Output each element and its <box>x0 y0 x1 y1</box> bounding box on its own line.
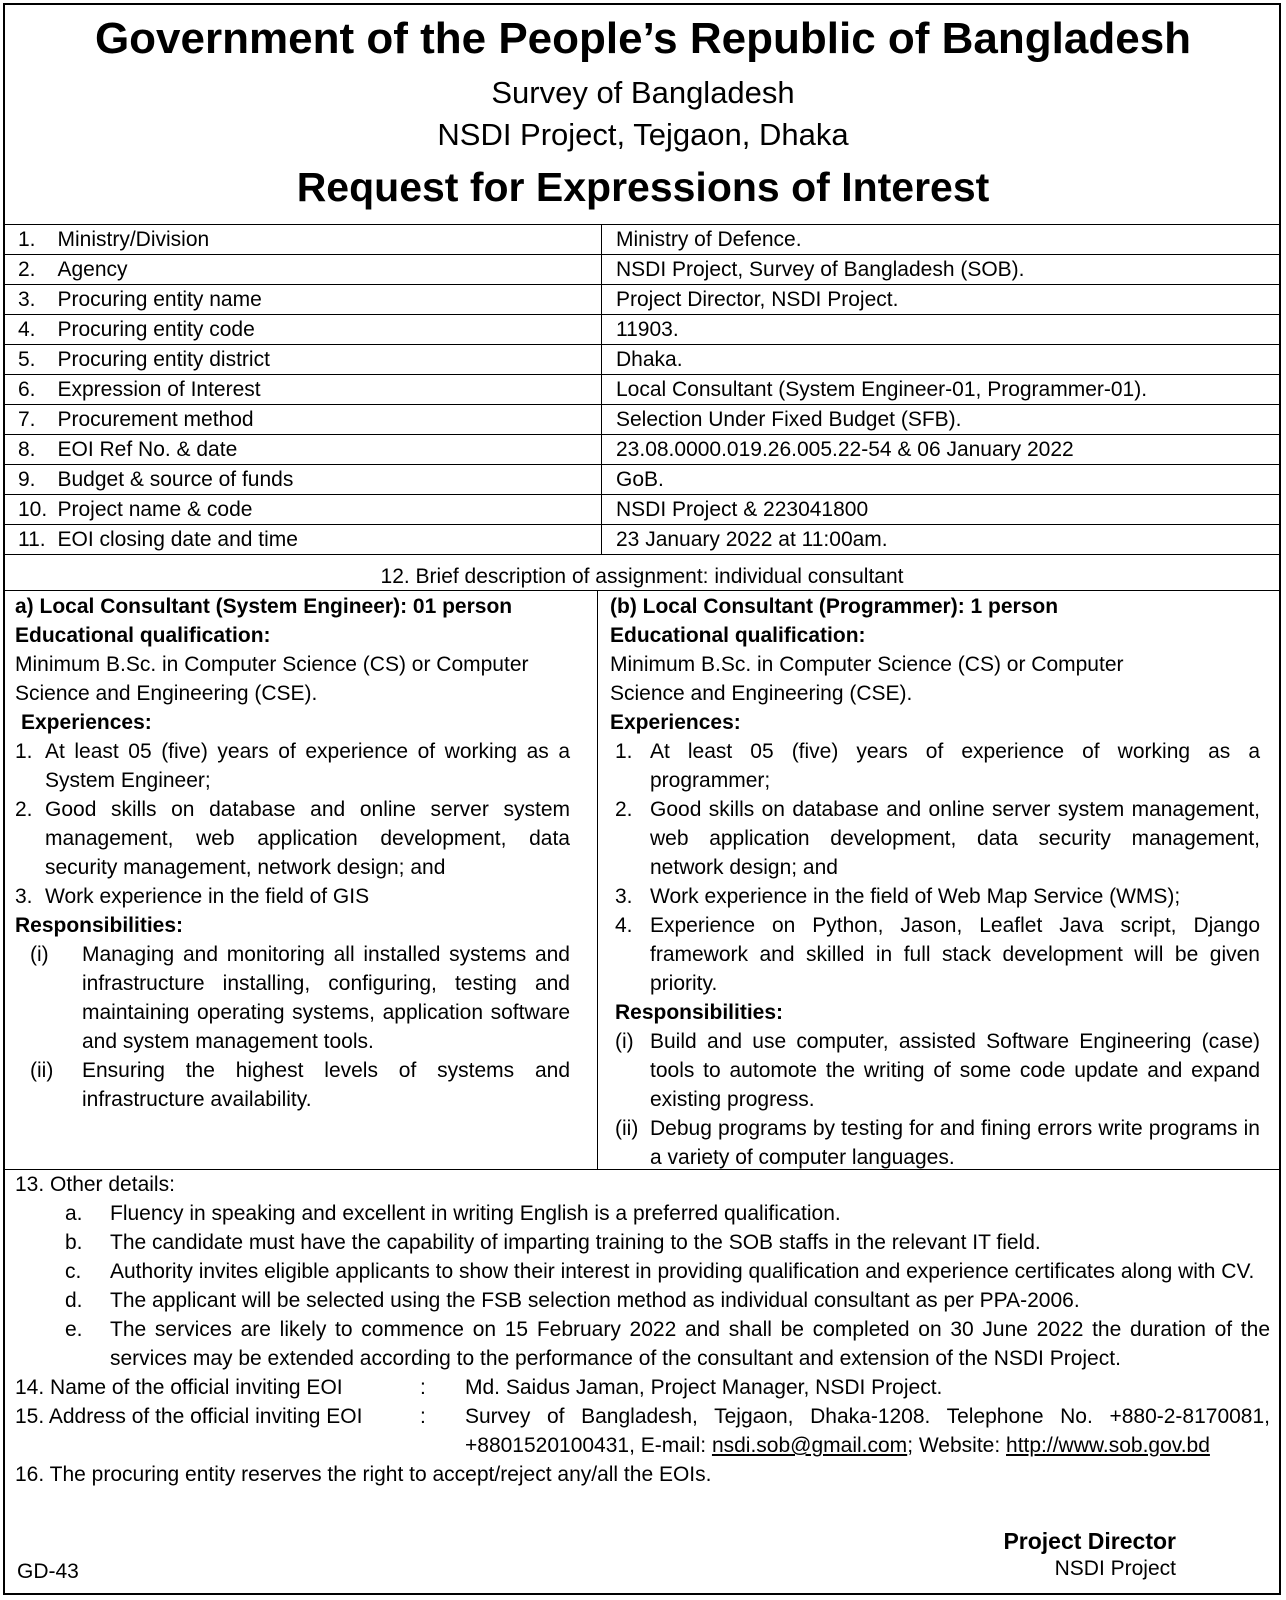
info-row-number: 6. <box>4 375 54 405</box>
list-item-number: 3. <box>615 885 633 908</box>
info-row-value: GoB. <box>602 465 1281 495</box>
other-detail-letter: d. <box>65 1289 83 1312</box>
address-text: Survey of Bangladesh, Tejgaon, Dhaka-1208. Telephone No. +880-2-8170081, +8801520100431, E-mail: <box>465 1405 1270 1457</box>
info-row-number: 1. <box>4 225 54 255</box>
info-row-label: Procurement method <box>54 405 602 435</box>
website-link[interactable]: http://www.sob.gov.bd <box>1006 1434 1210 1457</box>
government-title: Government of the People’s Republic of Bangladesh <box>94 14 1192 63</box>
other-detail-letter: c. <box>65 1260 82 1283</box>
list-item <box>610 882 1260 911</box>
info-row-label: Agency <box>54 255 602 285</box>
other-detail-text: The services are likely to commence on 15 February 2022 and shall be completed on 30 June 2022 the duration of the services may be extended according to the performance of the consultant and extension of the NSDI Project. <box>110 1318 1270 1370</box>
list-item-number: (ii) <box>615 1117 639 1140</box>
edu-label: Educational qualification: <box>610 624 866 647</box>
list-item <box>610 795 1260 882</box>
list-item <box>610 737 1260 795</box>
edu-label: Educational qualification: <box>15 624 271 647</box>
info-row <box>4 495 1281 525</box>
info-row-number: 3. <box>4 285 54 315</box>
system-engineer-column <box>15 592 570 1114</box>
info-row <box>4 435 1281 465</box>
other-detail-text: The candidate must have the capability of imparting training to the SOB staffs in the relevant IT field. <box>110 1231 1041 1254</box>
other-details-list <box>15 1199 1270 1373</box>
list-item-text: At least 05 (five) years of experience of working as a System Engineer; <box>45 740 570 792</box>
info-row-value: Project Director, NSDI Project. <box>602 285 1281 315</box>
info-row-label: Procuring entity district <box>54 345 602 375</box>
other-detail-text: Authority invites eligible applicants to show their interest in providing qualification and experience certificates along with CV. <box>110 1260 1255 1283</box>
other-detail-item <box>15 1286 1270 1315</box>
list-item-text: Managing and monitoring all installed systems and infrastructure installing, configuring, testing and maintaining operating systems, application software and system management tools. <box>82 943 570 1053</box>
info-row-label: Expression of Interest <box>54 375 602 405</box>
info-row-label: Procuring entity name <box>54 285 602 315</box>
list-item-text: Work experience in the field of Web Map Service (WMS); <box>650 885 1181 908</box>
other-details <box>15 1170 1270 1489</box>
list-item-text: Work experience in the field of GIS <box>45 885 370 908</box>
list-item <box>15 795 570 882</box>
list-item-number: 4. <box>615 914 633 937</box>
other-detail-item <box>15 1228 1270 1257</box>
info-row-label: Budget & source of funds <box>54 465 602 495</box>
other-detail-text: Fluency in speaking and excellent in writing English is a preferred qualification. <box>110 1202 841 1225</box>
info-row-number: 5. <box>4 345 54 375</box>
list-item-number: 2. <box>615 798 633 821</box>
list-item-number: (ii) <box>30 1059 54 1082</box>
column-divider <box>597 591 598 1169</box>
info-row <box>4 315 1281 345</box>
info-row-label: Ministry/Division <box>54 225 602 255</box>
list-item-number: 2. <box>15 798 33 821</box>
list-item <box>15 882 570 911</box>
other-detail-item <box>15 1257 1270 1286</box>
list-item <box>610 1114 1260 1172</box>
experiences-label: Experiences: <box>21 711 152 734</box>
info-row <box>4 255 1281 285</box>
item-16: 16. The procuring entity reserves the right to accept/reject any/all the EOIs. <box>15 1463 712 1486</box>
info-row-number: 4. <box>4 315 54 345</box>
item-15-label: 15. Address of the official inviting EOI <box>15 1405 363 1428</box>
list-item-number: 3. <box>15 885 33 908</box>
info-row <box>4 405 1281 435</box>
info-row <box>4 345 1281 375</box>
info-row-value: Dhaka. <box>602 345 1281 375</box>
info-row-number: 7. <box>4 405 54 435</box>
info-row-number: 11. <box>4 525 54 555</box>
info-row-value: Local Consultant (System Engineer-01, Programmer-01). <box>602 375 1281 405</box>
info-row-value: NSDI Project & 223041800 <box>602 495 1281 525</box>
colon: : <box>420 1376 426 1399</box>
info-row-value: NSDI Project, Survey of Bangladesh (SOB). <box>602 255 1281 285</box>
info-row-label: Procuring entity code <box>54 315 602 345</box>
edu-line: Minimum B.Sc. in Computer Science (CS) or Computer <box>15 653 529 676</box>
list-item <box>610 911 1260 998</box>
other-detail-text: The applicant will be selected using the FSB selection method as individual consultant as per PPA-2006. <box>110 1289 1080 1312</box>
project-name: NSDI Project, Tejgaon, Dhaka <box>437 117 849 152</box>
info-row <box>4 465 1281 495</box>
other-detail-item <box>15 1199 1270 1228</box>
list-item <box>15 940 570 1056</box>
list-item-number: (i) <box>615 1030 634 1053</box>
responsibility-list <box>15 940 570 1114</box>
office-name: Survey of Bangladesh <box>491 75 795 110</box>
info-row-value: Ministry of Defence. <box>602 225 1281 255</box>
info-row-value: 23.08.0000.019.26.005.22-54 & 06 January 2022 <box>602 435 1281 465</box>
list-item-text: Ensuring the highest levels of systems and infrastructure availability. <box>82 1059 570 1111</box>
list-item-text: Experience on Python, Jason, Leaflet Java script, Django framework and skilled in full stack development will be given priority. <box>650 914 1260 995</box>
info-row-value: 11903. <box>602 315 1281 345</box>
list-item <box>15 1056 570 1114</box>
responsibilities-label: Responsibilities: <box>615 1001 784 1024</box>
info-row <box>4 225 1281 255</box>
list-item-text: Good skills on database and online server system management, web application development, data security management, network design; and <box>650 798 1260 879</box>
info-table <box>3 224 1281 555</box>
notice-code: GD-43 <box>17 1560 79 1583</box>
responsibility-list <box>610 1027 1260 1172</box>
programmer-column <box>610 592 1260 1172</box>
list-item <box>610 1027 1260 1114</box>
info-row <box>4 285 1281 315</box>
colon: : <box>420 1405 426 1428</box>
experience-list <box>610 737 1260 998</box>
edu-line: Science and Engineering (CSE). <box>15 682 318 705</box>
system-engineer-heading: a) Local Consultant (System Engineer): 01 person <box>15 595 513 618</box>
edu-line: Science and Engineering (CSE). <box>610 682 913 705</box>
info-row-number: 2. <box>4 255 54 285</box>
responsibilities-label: Responsibilities: <box>15 914 184 937</box>
website-label: ; Website: <box>907 1434 1001 1457</box>
list-item-text: Build and use computer, assisted Software Engineering (case) tools to automote the writing of some code update and expand existing progress. <box>650 1030 1260 1111</box>
info-row-number: 9. <box>4 465 54 495</box>
programmer-heading: (b) Local Consultant (Programmer): 1 person <box>610 595 1059 618</box>
other-detail-item <box>15 1315 1270 1373</box>
other-details-label: 13. Other details: <box>15 1173 175 1196</box>
info-row-number: 10. <box>4 495 54 525</box>
list-item-number: (i) <box>30 943 49 966</box>
experiences-label: Experiences: <box>610 711 741 734</box>
info-row-label: EOI closing date and time <box>54 525 602 555</box>
item-14-value: Md. Saidus Jaman, Project Manager, NSDI Project. <box>465 1376 943 1399</box>
info-row <box>4 375 1281 405</box>
info-row-number: 8. <box>4 435 54 465</box>
info-row-label: EOI Ref No. & date <box>54 435 602 465</box>
list-item-text: At least 05 (five) years of experience of working as a programmer; <box>650 740 1260 792</box>
experience-list <box>15 737 570 911</box>
other-detail-letter: a. <box>65 1202 83 1225</box>
info-row-value: Selection Under Fixed Budget (SFB). <box>602 405 1281 435</box>
signatory-org: NSDI Project <box>1054 1557 1176 1580</box>
item-14 <box>15 1373 1270 1402</box>
other-detail-letter: b. <box>65 1231 83 1254</box>
email-link[interactable]: nsdi.sob@gmail.com <box>711 1434 908 1457</box>
item-14-label: 14. Name of the official inviting EOI <box>15 1376 343 1399</box>
list-item-number: 1. <box>615 740 633 763</box>
list-item-text: Good skills on database and online server system management, web application development, data security management, network design; and <box>45 798 570 879</box>
signatory-title: Project Director <box>1003 1528 1176 1554</box>
list-item <box>15 737 570 795</box>
other-detail-letter: e. <box>65 1318 83 1341</box>
item-15 <box>15 1402 1270 1460</box>
assignment-description-row: 12. Brief description of assignment: individual consultant <box>3 563 1281 591</box>
list-item-number: 1. <box>15 740 33 763</box>
item-15-value <box>465 1402 1270 1460</box>
info-row <box>4 525 1281 555</box>
info-row-label: Project name & code <box>54 495 602 525</box>
page-title: Request for Expressions of Interest <box>296 164 990 210</box>
list-item-text: Debug programs by testing for and fining errors write programs in a variety of computer languages. <box>650 1117 1260 1169</box>
info-row-value: 23 January 2022 at 11:00am. <box>602 525 1281 555</box>
edu-line: Minimum B.Sc. in Computer Science (CS) or Computer <box>610 653 1124 676</box>
